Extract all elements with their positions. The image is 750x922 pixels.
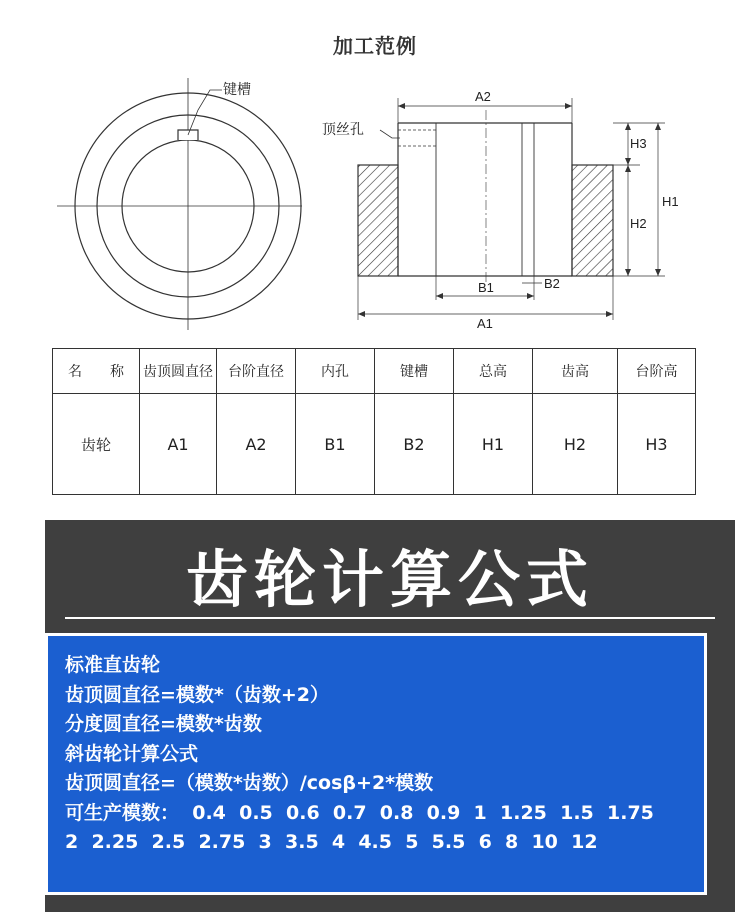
table-header: 齿顶圆直径 [140, 349, 217, 394]
dim-h2-label: H2 [630, 216, 647, 231]
spec-table [52, 348, 696, 495]
banner-title: 齿轮计算公式 [185, 543, 594, 616]
side-view [358, 98, 665, 320]
table-header-name: 名 称 [53, 349, 140, 394]
arrowheads [358, 103, 661, 317]
gear-right-section [572, 165, 613, 276]
table-cell: H2 [533, 394, 618, 495]
table-cell: H3 [618, 394, 696, 495]
table-header: 台阶直径 [217, 349, 296, 394]
table-cell: H1 [454, 394, 533, 495]
table-header: 键槽 [375, 349, 454, 394]
set-screw-leader [380, 130, 400, 138]
table-row-label: 齿轮 [53, 394, 140, 495]
formula-panel [45, 520, 735, 912]
formula-line: 齿顶圆直径=模数*（齿数+2） [65, 683, 329, 706]
formula-line: 斜齿轮计算公式 [65, 742, 199, 765]
section-title: 加工范例 [333, 34, 417, 58]
table-cell: A2 [217, 394, 296, 495]
table-cell: B2 [375, 394, 454, 495]
dim-b1-label: B1 [478, 280, 494, 295]
formula-line: 齿顶圆直径=（模数*齿数）/cosβ+2*模数 [65, 772, 434, 794]
table-header: 台阶高 [618, 349, 696, 394]
formula-line: 分度圆直径=模数*齿数 [65, 713, 262, 735]
dim-h3-label: H3 [630, 136, 647, 151]
table-row [53, 394, 696, 495]
table-cell: A1 [140, 394, 217, 495]
dim-a1-label: A1 [477, 316, 493, 331]
formula-line: 2 2.25 2.5 2.75 3 3.5 4 4.5 5 5.5 6 8 10 12 [65, 831, 598, 853]
formula-list [65, 651, 654, 858]
gear-drawing [0, 0, 750, 340]
formula-line: 可生产模数： 0.4 0.5 0.6 0.7 0.8 0.9 1 1.25 1.5 1.75 [65, 801, 654, 824]
table-header: 总高 [454, 349, 533, 394]
table-cell: B1 [296, 394, 375, 495]
dim-h1-label: H1 [662, 194, 679, 209]
table-header: 齿高 [533, 349, 618, 394]
gear-left-section [358, 165, 398, 276]
set-screw-label: 顶丝孔 [322, 121, 364, 137]
keyway-label: 键槽 [223, 81, 251, 97]
table-header-row [53, 349, 696, 394]
dim-a2-label: A2 [475, 89, 491, 104]
dim-b2-label: B2 [544, 276, 560, 291]
table-header: 内孔 [296, 349, 375, 394]
formula-box [45, 633, 707, 895]
divider [65, 617, 715, 619]
formula-line: 标准直齿轮 [65, 654, 161, 676]
front-view [57, 78, 302, 330]
